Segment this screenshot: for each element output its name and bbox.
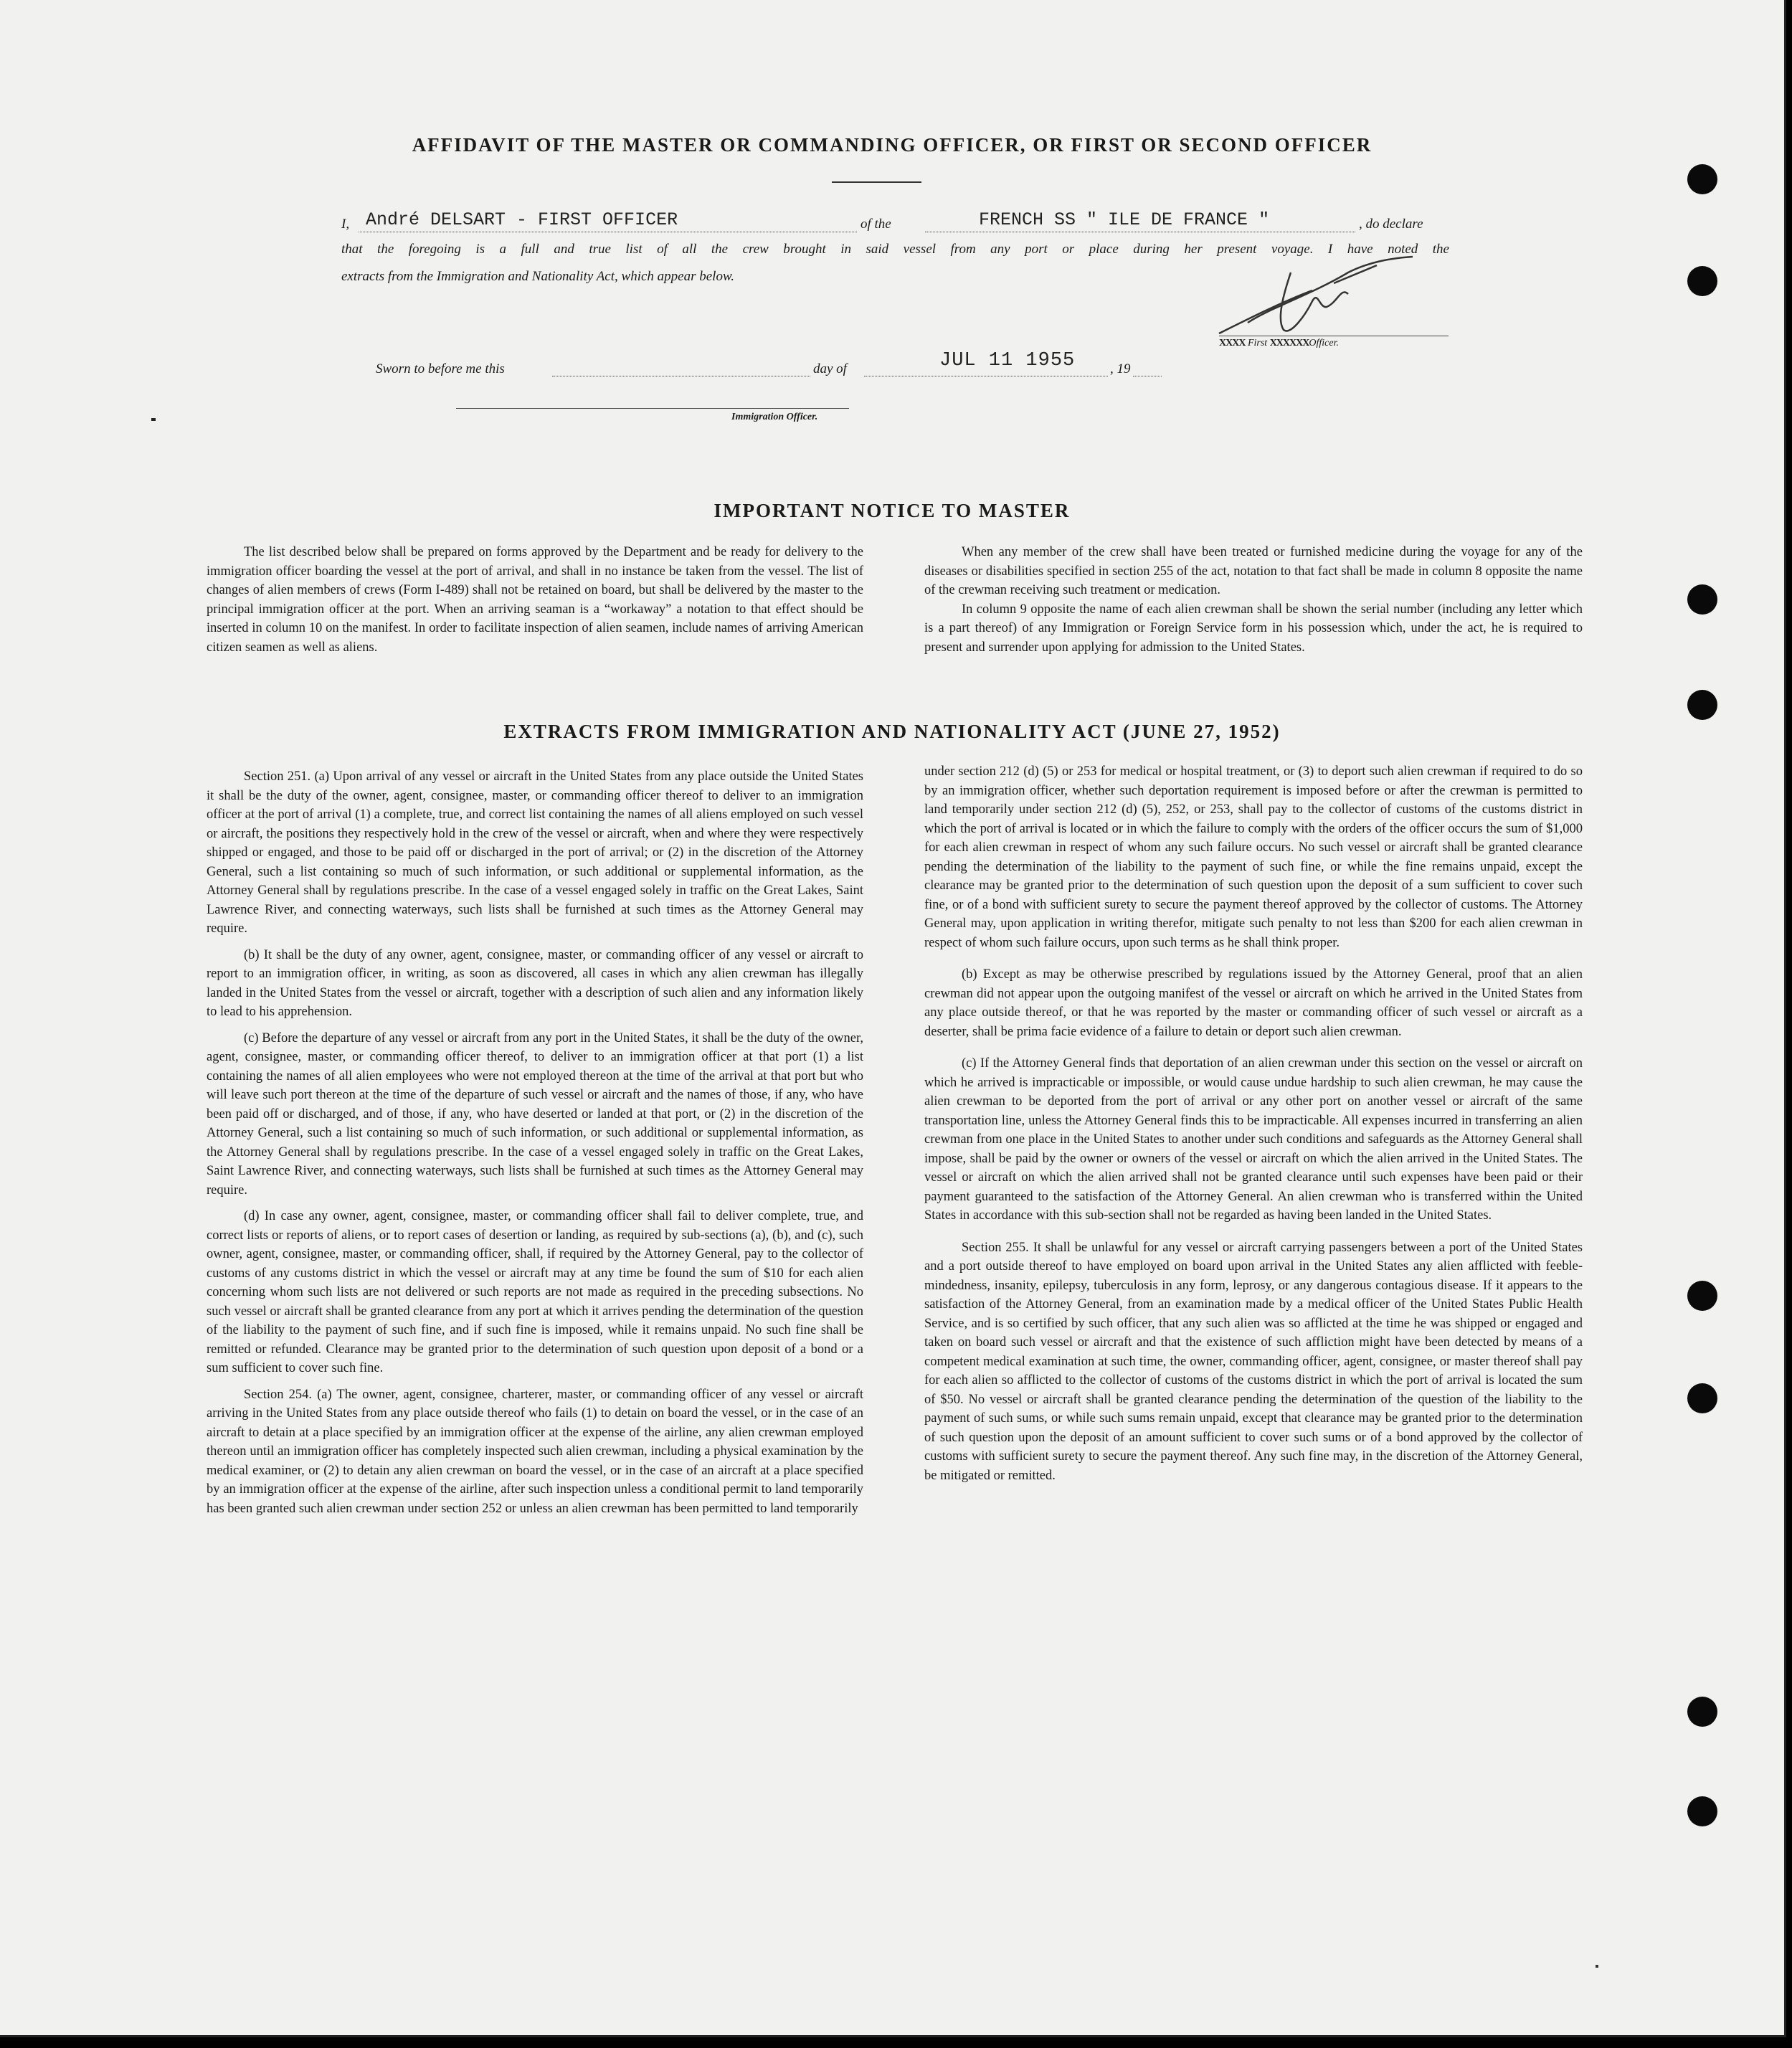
officer-signature xyxy=(1205,251,1420,344)
scan-mark xyxy=(151,418,156,421)
notice-right-column xyxy=(924,543,1583,664)
binder-hole xyxy=(1687,584,1717,615)
date-field xyxy=(864,349,1108,376)
immigration-officer-label: Immigration Officer. xyxy=(731,412,818,422)
binder-hole xyxy=(1687,1697,1717,1727)
section-254-a-continued: under section 212 (d) (5) or 253 for medical or hospital treatment, or (3) to deport such alien crewman if required to do so by an immigration officer, whether such deportation requirement is imposed before or after the crewman is permitted to land temporarily under section 212 (d) (5), 252, or 253, shall pay to the collector of customs of the customs district in which the port of arrival is located or in which the failure to comply with the orders of the officer occurs the sum of $1,000 for each alien crewman in respect of whom any such failure occurs. No such vessel or aircraft shall be granted clearance pending the determination of the liability to the payment of such fine, or while the fine remains unpaid, except the clearance may be granted prior to the determination of such question upon the deposit of a sum sufficient to cover such fine, or of a bond with sufficient surety to secure the payment thereof approved by the collector of customs. The Attorney General may, upon application in writing therefor, mitigate such penalty to not less than $200 for each alien crewman in respect of whom such failure occurs, upon such terms as he shall think proper. xyxy=(924,764,1583,950)
section-251-a: Section 251. (a) Upon arrival of any vessel or aircraft in the United States from any place outside the United States it shall be the duty of the owner, agent, consignee, master, or commanding officer thereof to deliver to an immigration officer at the port of arrival (1) a complete, true, and correct list containing the names of all aliens employed on such vessel or aircraft, the positions they respectively hold in the crew of the vessel or aircraft, when and where they were respectively shipped or engaged, and those to be paid off or discharged in the port of arrival; or (2) in the discretion of the Attorney General, such a list containing so much of such information, or such additional or supplemental information, as the Attorney General shall by regulations prescribe. In the case of a vessel engaged solely in traffic on the Great Lakes, Saint Lawrence River, and connecting waterways, such lists shall be furnished at such times as the Attorney General may require. xyxy=(207,769,863,936)
date-stamp: JUL 11 1955 xyxy=(939,350,1076,371)
day-of-label: day of xyxy=(813,361,847,376)
statement-line-1: that the foregoing is a full and true list of all the crew brought in said vessel from any port or place during her present voyage. I have noted the xyxy=(341,242,1449,257)
sworn-day-field xyxy=(552,359,810,376)
struck-text: XXXXXX xyxy=(1269,338,1309,349)
vessel-name: FRENCH SS " ILE DE FRANCE " xyxy=(979,209,1270,230)
notice-left-column xyxy=(207,543,863,664)
title-divider xyxy=(832,181,921,183)
section-251-c: (c) Before the departure of any vessel or aircraft from any port in the United States, it shall be the duty of the owner, agent, consignee, master, or commanding officer thereof, to deliver to an immigration officer at that port (1) a list containing the names of all alien employees who were not employed thereon at the time of the arrival at that port but who will leave such port thereon at the time of the departure of such vessel or aircraft and the names of those, if any, who have been paid off or discharged, and of those, if any, who have deserted or landed at that port, or (2) in the discretion of the Attorney General, such a list containing so much of such information, or such additional or supplemental information, as the Attorney General shall by regulations prescribe. In the case of a vessel engaged solely in traffic on the Great Lakes, Saint Lawrence River, and connecting waterways, such lists shall be furnished at such times as the Attorney General may require. xyxy=(207,1030,863,1198)
vessel-field xyxy=(925,208,1355,232)
notice-paragraph: In column 9 opposite the name of each alien crewman shall be shown the serial number (including any letter which is a part thereof) of any Immigration or Foreign Service form in his possession which, under the act, he is required to present and surrender upon applying for admission to the United States. xyxy=(924,602,1583,655)
caption-officer: Officer. xyxy=(1309,338,1339,349)
binder-hole xyxy=(1687,266,1717,296)
binder-hole xyxy=(1687,690,1717,720)
extracts-right-column xyxy=(924,762,1583,1492)
section-254-b: (b) Except as may be otherwise prescribed by regulations issued by the Attorney General, proof that an alien crewman did not appear upon the outgoing manifest of the vessel or aircraft on which he arrived in the United States from any place outside thereof, or that he was reported by the master or commanding officer of such vessel or aircraft as a deserter, shall be prima facie evidence of a failure to detain or deport such alien crewman. xyxy=(924,967,1583,1039)
struck-text: XXXX xyxy=(1219,338,1246,349)
extracts-left-column xyxy=(207,767,863,1525)
notice-heading: IMPORTANT NOTICE TO MASTER xyxy=(714,500,1071,521)
section-251-b: (b) It shall be the duty of any owner, agent, consignee, master, or commanding officer of any vessel or aircraft to report to an immigration officer, in writing, as soon as discovered, all cases in which any alien crewman has illegally landed in the United States from the vessel or aircraft, together with a description of such alien and any information likely to lead to his apprehension. xyxy=(207,947,863,1019)
officer-name: André DELSART - FIRST OFFICER xyxy=(366,209,678,230)
extracts-heading: EXTRACTS FROM IMMIGRATION AND NATIONALITY ACT (JUNE 27, 1952) xyxy=(503,721,1281,742)
binder-hole xyxy=(1687,1796,1717,1826)
year-prefix: , 19 xyxy=(1110,361,1131,376)
notice-paragraph: When any member of the crew shall have been treated or furnished medicine during the voyage for any of the diseases or disabilities specified in section 255 of the act, notation to that fact shall be made in column 8 opposite the name of the crewman receiving such treatment or medication. xyxy=(924,545,1583,597)
section-251-d: (d) In case any owner, agent, consignee, master, or commanding officer shall fail to deliver complete, true, and correct lists or reports of aliens, or to report cases of desertion or landing, as required by sub-sections (a), (b), and (c), such owner, agent, consignee, master, or commanding officer, shall, if required by the Attorney General, pay to the collector of customs of any customs district in which the vessel or aircraft may at any time be found the sum of $10 for each alien concerning whom such lists are not delivered or such reports are not made as required in the preceding subsections. No such vessel or aircraft shall be granted clearance from any port at which it arrives pending the determination of the question of the liability to the payment of such fine, and if such fine is imposed, while it remains unpaid. No such fine shall be remitted or refunded. Clearance may be granted prior to the determination of such question upon deposit of a bond or a sum sufficient to cover such fine. xyxy=(207,1209,863,1375)
affidavit-title: AFFIDAVIT OF THE MASTER OR COMMANDING OFFICER, OR FIRST OR SECOND OFFICER xyxy=(412,134,1373,156)
binder-hole xyxy=(1687,1383,1717,1413)
do-declare-label: , do declare xyxy=(1359,217,1423,232)
binder-hole xyxy=(1687,1281,1717,1311)
prefix-i: I, xyxy=(341,217,350,232)
of-the-label: of the xyxy=(861,217,891,232)
officer-name-field xyxy=(359,208,857,232)
section-254-c: (c) If the Attorney General finds that deportation of an alien crewman under this section on the vessel or aircraft on which he arrived is impracticable or impossible, or would cause undue hardship to such alien crewman, he may cause the alien crewman to be deported from the port of arrival or any other port on another vessel or aircraft of the same transportation line, unless the Attorney General finds this to be impracticable. All expenses incurred in transferring an alien crewman from one place in the United States to another under such conditions and safeguards as the Attorney General shall impose, shall be paid by the owner or owners of the vessel or aircraft on which the alien arrived in the United States. The vessel or aircraft on which the alien arrived shall not be granted clearance until such expenses have been paid or their payment guaranteed to the satisfaction of the Attorney General. An alien crewman who is transferred within the United States in accordance with this sub-section shall not be regarded as having been landed in the United States. xyxy=(924,1056,1583,1223)
binder-hole xyxy=(1687,164,1717,194)
notice-paragraph: The list described below shall be prepared on forms approved by the Department and be ready for delivery to the immigration officer boarding the vessel at the port of arrival, and shall in no instance be taken from the vessel. The list of changes of alien members of crews (Form I-489) shall not be retained on board, but shall be delivered by the master to the principal immigration officer at the port. When an arriving seaman is a “workaway” a notation to that effect should be inserted in column 10 on the manifest. In order to facilitate inspection of alien seamen, include names of arriving American citizen seamen as well as aliens. xyxy=(207,545,863,655)
scan-mark xyxy=(1596,1965,1598,1968)
sworn-label: Sworn to before me this xyxy=(376,361,505,376)
caption-first: First xyxy=(1247,338,1268,349)
section-254-a: Section 254. (a) The owner, agent, consignee, charterer, master, or commanding officer of any vessel or aircraft arriving in the United States from any place outside thereof who fails (1) to detain on board the vessel, or in the case of an aircraft to detain at a place specified by an immigration officer at the expense of the airline, any alien crewman employed thereon until an immigration officer has completely inspected such alien crewman, including a physical examination by the medical examiner, or (2) to detain any alien crewman on board the vessel, or in the case of an aircraft at a place specified by an immigration officer at the expense of the airline, after such inspection unless a conditional permit to land temporarily has been granted such alien crewman under section 252 or unless an alien crewman has been permitted to land temporarily xyxy=(207,1387,863,1516)
year-field xyxy=(1133,359,1162,376)
immigration-officer-line xyxy=(456,408,849,409)
statement-line-2: extracts from the Immigration and Nationality Act, which appear below. xyxy=(341,269,734,284)
signature-caption xyxy=(1219,338,1339,349)
section-255: Section 255. It shall be unlawful for any vessel or aircraft carrying passengers between a port of the United States and a port outside thereof to have employed on board upon arrival in the United States any alien afflicted with feeble-mindedness, insanity, epilepsy, tuberculosis in any form, leprosy, or any dangerous contagious disease. If it appears to the satisfaction of the Attorney General, from an examination made by a medical officer of the United States Public Health Service, and is so certified by such officer, that any such alien was so afflicted at the time he was shipped or engaged and taken on board such vessel or aircraft and that the existence of such affliction might have been detected by means of a competent medical examination at such time, the owner, commanding officer, agent, consignee, or master thereof shall pay for each alien so afflicted to the collector of customs of the customs district in which the port of arrival is located the sum of $50. No vessel or aircraft shall be granted clearance pending the determination of the question of the liability to the payment of such sums, or while such sums remain unpaid, except that clearance may be granted prior to the determination of such question upon the deposit of an amount sufficient to cover such sums or of a bond approved by the collector of customs with sufficient surety to secure the payment thereof. Any such fine may, in the discretion of the Attorney General, be mitigated or remitted. xyxy=(924,1240,1583,1483)
